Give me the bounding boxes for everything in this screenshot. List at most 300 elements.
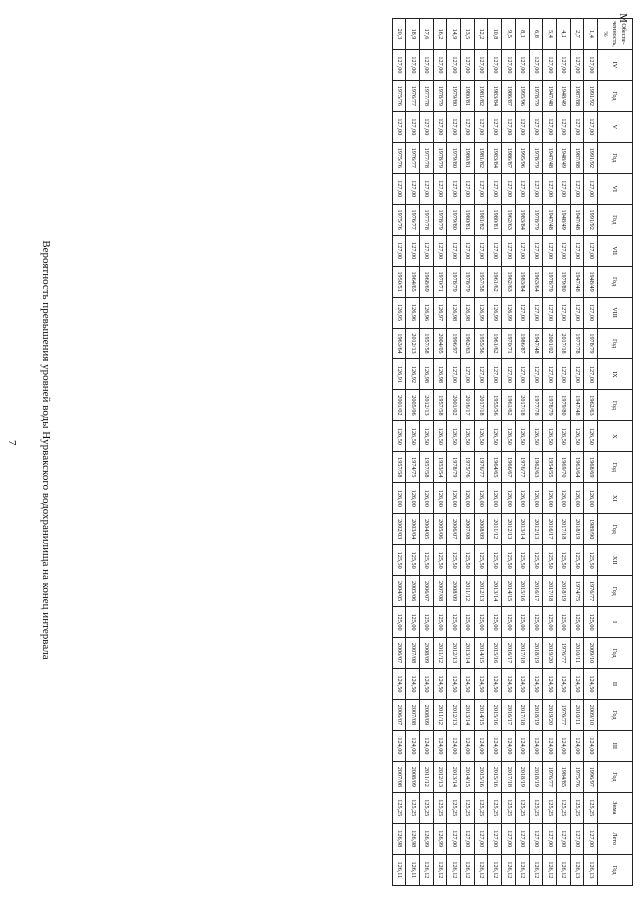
table-cell: 1976/77 (515, 452, 529, 483)
table-cell: 125,50 (488, 545, 502, 576)
table-cell: 2016/17 (461, 390, 475, 421)
table-cell: 126,12 (556, 854, 570, 885)
column-header: Год (598, 204, 633, 235)
table-cell: 125,25 (556, 792, 570, 823)
table-cell: 127,00 (433, 235, 447, 266)
table-cell: 2012/13 (529, 514, 543, 545)
table-cell: 2012/13 (474, 576, 488, 607)
table-cell: 2011/12 (488, 514, 502, 545)
table-cell: 126,98 (406, 823, 420, 854)
table-cell: 124,50 (488, 669, 502, 700)
table-cell: 1976/77 (406, 142, 420, 173)
column-header: Год (598, 699, 633, 730)
table-cell: 127,00 (570, 111, 584, 142)
table-cell: 2005/06 (406, 390, 420, 421)
column-header: XII (598, 545, 633, 576)
table-cell: 125,25 (392, 792, 406, 823)
table-cell: 127,00 (556, 235, 570, 266)
table-cell: 2013/14 (488, 576, 502, 607)
table-cell: 2015/16 (474, 761, 488, 792)
table-cell: 1979/80 (447, 80, 461, 111)
table-cell: 126,98 (461, 297, 475, 328)
table-cell: 1979/80 (447, 204, 461, 235)
table-cell: 1979/80 (556, 390, 570, 421)
table-cell: 1986/87 (515, 328, 529, 359)
table-cell: 126,12 (502, 854, 516, 885)
table-cell: 2015/16 (488, 638, 502, 669)
table-cell: 1962/63 (584, 390, 598, 421)
table-cell: 127,00 (447, 49, 461, 80)
table-cell: 2007/08 (461, 514, 475, 545)
sheet-mark: M (617, 13, 630, 23)
table-cell: 125,50 (392, 545, 406, 576)
table-cell: 125,00 (515, 607, 529, 638)
table-cell: 125,50 (406, 545, 420, 576)
table-cell: 127,00 (556, 297, 570, 328)
table-cell: 1987/88 (570, 80, 584, 111)
table-cell: 126,00 (461, 483, 475, 514)
table-cell: 2001/02 (392, 390, 406, 421)
table-cell: 124,00 (502, 730, 516, 761)
table-cell: 127,00 (447, 823, 461, 854)
table-cell: 2017/18 (474, 390, 488, 421)
table-cell: 127,00 (433, 111, 447, 142)
table-cell: 2014/15 (502, 576, 516, 607)
table-cell: 125,00 (529, 607, 543, 638)
table-cell: 127,00 (420, 111, 434, 142)
column-header: VII (598, 235, 633, 266)
table-cell: 1978/79 (447, 266, 461, 297)
table-cell: 2005/06 (406, 576, 420, 607)
column-header: Год (598, 638, 633, 669)
table-cell: 127,00 (515, 359, 529, 390)
table-cell: 125,00 (392, 607, 406, 638)
table-cell: 17,6 (420, 19, 434, 50)
page-number: 7 (6, 440, 18, 446)
table-cell: 127,00 (461, 359, 475, 390)
table-cell: 4,1 (556, 19, 570, 50)
table-cell: 2016/17 (502, 699, 516, 730)
table-cell: 2008/09 (406, 761, 420, 792)
table-cell: 1964/65 (406, 266, 420, 297)
table-cell: 1978/79 (433, 80, 447, 111)
table-cell: 1947/48 (570, 266, 584, 297)
table-cell: 127,00 (474, 823, 488, 854)
table-cell: 1979/80 (556, 266, 570, 297)
table-cell: 2015/16 (488, 699, 502, 730)
table-cell: 126,12 (515, 854, 529, 885)
table-cell: 124,50 (447, 669, 461, 700)
table-cell: 126,98 (392, 823, 406, 854)
column-header: Год (598, 80, 633, 111)
table-cell: 125,00 (474, 607, 488, 638)
table-cell: 1957/58 (420, 328, 434, 359)
table-cell: 1962/63 (461, 328, 475, 359)
table-cell: 2017/18 (502, 761, 516, 792)
table-cell: 124,00 (474, 730, 488, 761)
table-cell: 1995/96 (515, 142, 529, 173)
table-cell: 2010/11 (570, 699, 584, 730)
table-cell: 124,00 (584, 730, 598, 761)
table-cell: 1955/56 (474, 328, 488, 359)
table-cell: 125,25 (502, 792, 516, 823)
table-cell: 126,00 (515, 483, 529, 514)
table-cell: 124,00 (447, 730, 461, 761)
table-cell: 1974/75 (570, 576, 584, 607)
table-cell: 2017/18 (515, 699, 529, 730)
table-cell: 126,12 (529, 854, 543, 885)
table-row (502, 19, 516, 886)
table-cell: 2001/02 (543, 328, 557, 359)
table-cell: 125,50 (570, 545, 584, 576)
table-cell: 1975/76 (392, 204, 406, 235)
table-cell: 2004/05 (433, 328, 447, 359)
table-cell: 14,9 (447, 19, 461, 50)
table-cell: 126,00 (584, 483, 598, 514)
table-cell: 1980/81 (461, 142, 475, 173)
table-cell: 2007/08 (433, 576, 447, 607)
table-cell: 1975/76 (570, 761, 584, 792)
table-cell: 1978/79 (461, 266, 475, 297)
table-cell: 125,00 (543, 607, 557, 638)
table-cell: 127,00 (502, 49, 516, 80)
probability-table (392, 18, 633, 886)
table-cell: 127,00 (406, 173, 420, 204)
table-cell: 127,00 (529, 235, 543, 266)
table-cell: 124,00 (570, 730, 584, 761)
table-cell: 1978/79 (529, 204, 543, 235)
table-cell: 127,00 (447, 359, 461, 390)
table-cell: 1948/49 (584, 266, 598, 297)
table-cell: 1991/92 (584, 204, 598, 235)
table-cell: 126,00 (392, 483, 406, 514)
table-cell: 125,25 (529, 792, 543, 823)
table-row (488, 19, 502, 886)
table-cell: 2012/13 (502, 514, 516, 545)
table-cell: 1978/79 (543, 266, 557, 297)
table-cell: 1962/63 (502, 204, 516, 235)
table-cell: 127,00 (529, 111, 543, 142)
table-cell: 1961/62 (488, 328, 502, 359)
table-cell: 1984/85 (556, 761, 570, 792)
table-cell: 127,00 (461, 235, 475, 266)
table-cell: 126,98 (433, 359, 447, 390)
table-cell: 2011/12 (433, 638, 447, 669)
table-cell: 124,00 (433, 730, 447, 761)
table-cell: 2011/12 (461, 576, 475, 607)
table-cell: 125,25 (488, 792, 502, 823)
table-cell: 125,50 (584, 545, 598, 576)
table-cell: 127,00 (570, 173, 584, 204)
table-cell: 1962/63 (502, 266, 516, 297)
table-cell: 125,00 (570, 607, 584, 638)
table-cell: 1950/51 (392, 266, 406, 297)
table-cell: 1991/92 (584, 80, 598, 111)
table-cell: 1968/69 (420, 266, 434, 297)
table-cell: 127,00 (543, 235, 557, 266)
table-cell: 126,12 (543, 854, 557, 885)
table-cell: 126,50 (474, 421, 488, 452)
table-cell: 124,50 (406, 669, 420, 700)
table-cell: 125,25 (474, 792, 488, 823)
table-cell: 124,00 (515, 730, 529, 761)
table-cell: 2005/06 (433, 514, 447, 545)
table-cell: 127,00 (502, 235, 516, 266)
table-cell: 124,50 (474, 669, 488, 700)
table-cell: 127,00 (488, 111, 502, 142)
table-cell: 126,91 (392, 359, 406, 390)
column-header: VIII (598, 297, 633, 328)
table-cell: 1947/48 (529, 328, 543, 359)
table-cell: 126,12 (420, 854, 434, 885)
table-cell: 127,00 (529, 297, 543, 328)
table-cell: 127,00 (474, 359, 488, 390)
table-cell: 126,00 (433, 483, 447, 514)
table-cell: 2012/13 (433, 761, 447, 792)
table-cell: 126,50 (584, 421, 598, 452)
table-cell: 125,50 (543, 545, 557, 576)
table-cell: 127,00 (392, 235, 406, 266)
table-cell: 127,00 (570, 359, 584, 390)
table-cell: 127,00 (474, 111, 488, 142)
table-cell: 126,99 (420, 823, 434, 854)
table-cell: 127,00 (461, 49, 475, 80)
table-cell: 2015/16 (488, 761, 502, 792)
table-cell: 1957/58 (433, 390, 447, 421)
table-cell: 127,00 (515, 235, 529, 266)
table-cell: 2017/18 (556, 328, 570, 359)
table-cell: 126,12 (474, 854, 488, 885)
table-cell: 2009/10 (584, 638, 598, 669)
table-cell: 126,12 (433, 854, 447, 885)
table-cell: 126,95 (392, 297, 406, 328)
table-cell: 125,25 (515, 792, 529, 823)
table-cell: 2013/14 (461, 699, 475, 730)
table-cell: 1976/77 (474, 452, 488, 483)
table-cell: 127,00 (584, 111, 598, 142)
table-cell: 1948/49 (556, 80, 570, 111)
table-cell: 2016/17 (529, 576, 543, 607)
table-cell: 125,50 (447, 545, 461, 576)
table-cell: 127,00 (406, 235, 420, 266)
table-cell: 126,50 (488, 421, 502, 452)
table-cell: 127,00 (474, 235, 488, 266)
table-cell: 1976/77 (584, 576, 598, 607)
table-cell: 127,00 (433, 49, 447, 80)
table-cell: 1976/77 (556, 638, 570, 669)
table-cell: 127,00 (461, 823, 475, 854)
table-cell: 2018/19 (529, 761, 543, 792)
table-cell: 2017/18 (515, 390, 529, 421)
table-cell: 1975/76 (392, 142, 406, 173)
table-cell: 1977/78 (529, 390, 543, 421)
table-cell: 127,00 (488, 235, 502, 266)
table-cell: 127,00 (474, 173, 488, 204)
table-row (570, 19, 584, 886)
table-cell: 127,00 (529, 173, 543, 204)
table-cell: 2011/12 (433, 699, 447, 730)
table-row (392, 19, 406, 886)
table-cell: 2018/19 (556, 576, 570, 607)
column-header: XI (598, 483, 633, 514)
table-cell: 1970/71 (433, 266, 447, 297)
table-cell: 125,25 (406, 792, 420, 823)
table-cell: 9,5 (502, 19, 516, 50)
table-cell: 2014/15 (474, 638, 488, 669)
table-cell: 126,00 (543, 483, 557, 514)
table-cell: 127,00 (502, 111, 516, 142)
table-cell: 1964/65 (488, 452, 502, 483)
table-cell: 2014/15 (461, 761, 475, 792)
table-cell: 124,50 (584, 669, 598, 700)
table-cell: 126,13 (570, 854, 584, 885)
table-cell: 1978/79 (543, 390, 557, 421)
table-cell: 125,25 (570, 792, 584, 823)
table-cell: 125,50 (433, 545, 447, 576)
column-header: X (598, 421, 633, 452)
table-cell: 127,00 (515, 111, 529, 142)
table-cell: 1977/78 (420, 204, 434, 235)
table-cell: 126,12 (461, 854, 475, 885)
table-cell: 125,00 (502, 607, 516, 638)
table-cell: 1975/76 (461, 452, 475, 483)
table-cell: 1980/81 (461, 204, 475, 235)
table-cell: 125,50 (502, 545, 516, 576)
table-cell: 1976/77 (406, 204, 420, 235)
table-cell: 1986/87 (502, 142, 516, 173)
table-row (474, 19, 488, 886)
table-cell: 1955/56 (488, 390, 502, 421)
table-cell: 2008/09 (447, 576, 461, 607)
header-row (598, 19, 633, 886)
table-cell: 127,00 (515, 49, 529, 80)
table-cell: 127,00 (529, 359, 543, 390)
table-cell: 1978/79 (447, 452, 461, 483)
table-cell: 1947/48 (543, 80, 557, 111)
table-cell: 126,00 (529, 483, 543, 514)
table-cell: 2012/13 (447, 638, 461, 669)
table-cell: 126,50 (447, 421, 461, 452)
table-cell: 126,99 (502, 297, 516, 328)
table-cell: 1947/48 (570, 390, 584, 421)
table-cell: 126,00 (406, 483, 420, 514)
table-cell: 1978/79 (433, 204, 447, 235)
table-cell: 1977/78 (570, 328, 584, 359)
table-cell: 126,50 (515, 421, 529, 452)
table-cell: 126,12 (447, 854, 461, 885)
table-cell: 2012/13 (420, 390, 434, 421)
table-cell: 2004/05 (392, 576, 406, 607)
table-cell: 124,00 (556, 730, 570, 761)
table-row (433, 19, 447, 886)
table-cell: 2001/02 (447, 390, 461, 421)
table-cell: 127,00 (515, 297, 529, 328)
column-header: VI (598, 173, 633, 204)
table-cell: 1962/63 (529, 452, 543, 483)
table-cell: 13,5 (461, 19, 475, 50)
table-cell: 125,50 (556, 545, 570, 576)
table-cell: 1961/62 (488, 266, 502, 297)
table-cell: 124,50 (529, 669, 543, 700)
table-cell: 127,00 (543, 173, 557, 204)
table-cell: 126,96 (420, 297, 434, 328)
table-row (515, 19, 529, 886)
table-cell: 1974/75 (406, 452, 420, 483)
table-cell: 2008/09 (420, 699, 434, 730)
table-cell: 126,96 (406, 297, 420, 328)
table-cell: 127,00 (447, 173, 461, 204)
table-cell: 1995/96 (515, 80, 529, 111)
table-cell: 127,00 (502, 173, 516, 204)
table-cell: 2017/18 (543, 576, 557, 607)
table-row (420, 19, 434, 886)
table-cell: 127,00 (584, 297, 598, 328)
table-cell: 1983/84 (515, 204, 529, 235)
table-cell: 5,4 (543, 19, 557, 50)
table-cell: 1983/84 (488, 80, 502, 111)
table-cell: 127,00 (447, 235, 461, 266)
table-cell: 2016/17 (543, 514, 557, 545)
table-cell: 124,50 (543, 669, 557, 700)
table-cell: 1987/88 (570, 142, 584, 173)
table-cell: 1978/79 (433, 142, 447, 173)
table-cell: 127,00 (570, 823, 584, 854)
table-cell: 2011/12 (420, 761, 434, 792)
table-cell: 127,00 (584, 235, 598, 266)
table-cell: 1989/90 (584, 514, 598, 545)
table-cell: 12,2 (474, 19, 488, 50)
table-cell: 126,00 (556, 483, 570, 514)
table-cell: 127,00 (488, 823, 502, 854)
table-cell: 1981/82 (474, 142, 488, 173)
table-cell: 1981/82 (474, 204, 488, 235)
table-cell: 1,4 (584, 19, 598, 50)
table-cell: 1976/77 (406, 80, 420, 111)
table-cell: 126,50 (420, 421, 434, 452)
column-header: II (598, 669, 633, 700)
column-header: III (598, 730, 633, 761)
table-cell: 1963/64 (392, 328, 406, 359)
table-cell: 127,00 (556, 49, 570, 80)
table-cell: 1948/49 (556, 204, 570, 235)
table-cell: 127,00 (584, 359, 598, 390)
table-cell: 1983/84 (515, 266, 529, 297)
table-cell: 1968/69 (584, 452, 598, 483)
table-cell: 1947/48 (543, 142, 557, 173)
table-cell: 126,50 (502, 421, 516, 452)
table-cell: 2012/13 (447, 699, 461, 730)
table-cell: 1978/79 (584, 328, 598, 359)
table-cell: 126,99 (488, 297, 502, 328)
table-cell: 126,00 (488, 483, 502, 514)
table-cell: 2017/18 (515, 638, 529, 669)
table-cell: 2006/07 (392, 699, 406, 730)
table-cell: 126,00 (502, 483, 516, 514)
table-cell: 126,98 (447, 297, 461, 328)
table-row (556, 19, 570, 886)
table-cell: 127,00 (488, 173, 502, 204)
column-header: Лето (598, 823, 633, 854)
table-cell: 127,00 (420, 235, 434, 266)
table-cell: 126,98 (420, 359, 434, 390)
table-cell: 127,00 (447, 111, 461, 142)
table-row (406, 19, 420, 886)
table-cell: 127,00 (529, 823, 543, 854)
table-cell: 125,25 (543, 792, 557, 823)
table-cell: 1980/81 (488, 204, 502, 235)
table-cell: 1986/87 (502, 80, 516, 111)
table-cell: 127,00 (406, 111, 420, 142)
